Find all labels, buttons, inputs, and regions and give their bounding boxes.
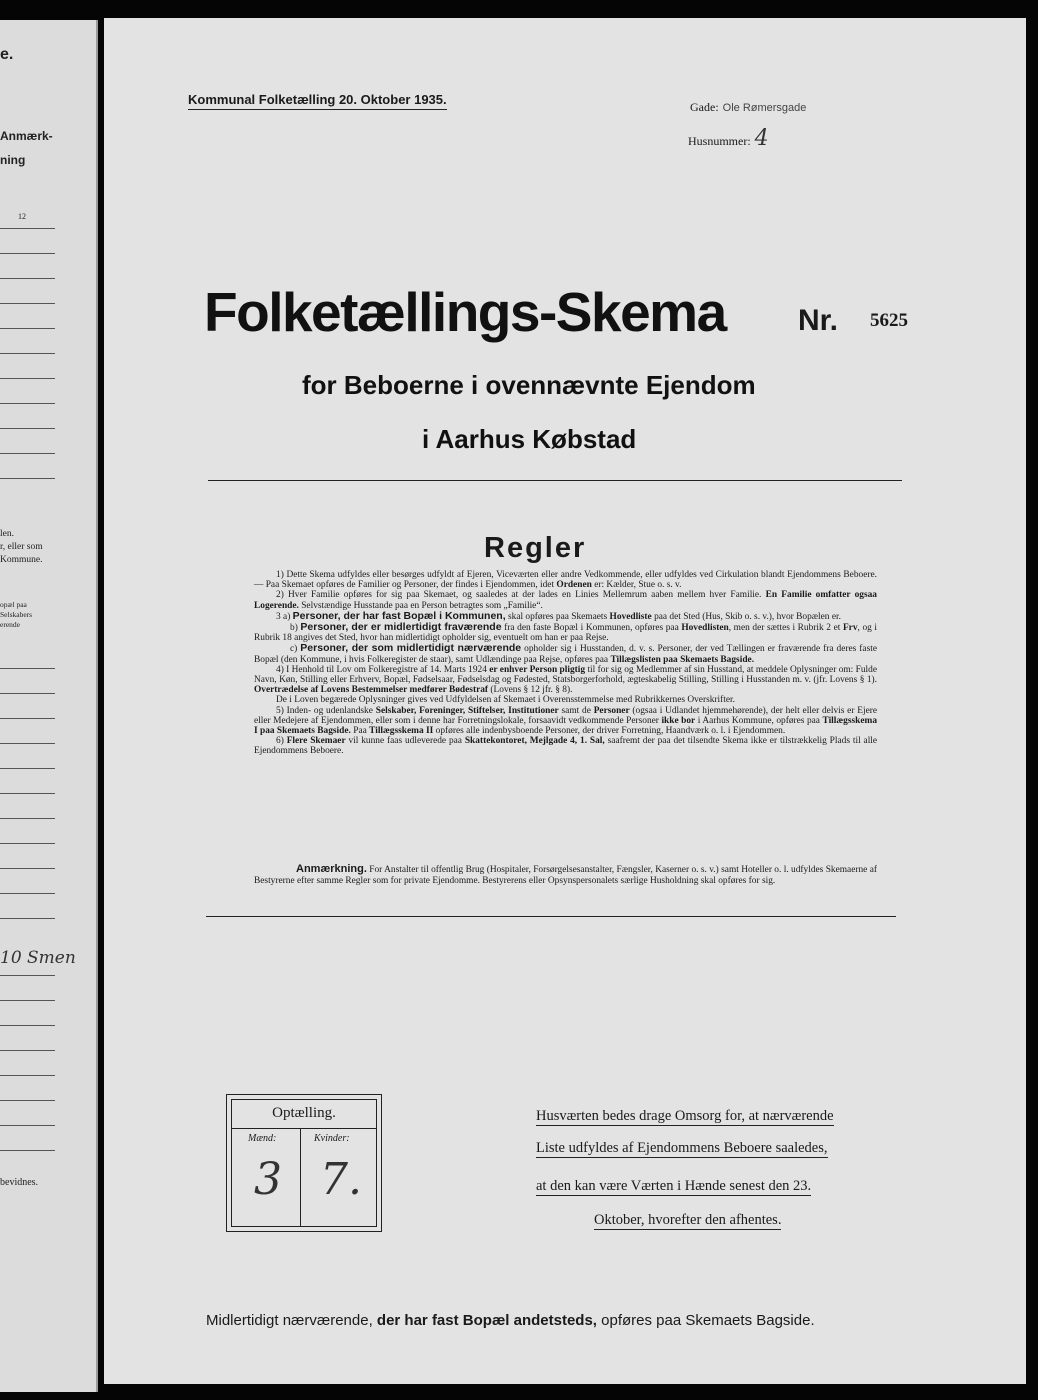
notice-line-2: Liste udfyldes af Ejendommens Beboere saaledes, [536,1140,828,1156]
street-label: Gade: [690,100,719,114]
rule-3c: c) Personer, der som midlertidigt nærværende opholder sig i Husstanden, d. v. s. Personer, der ved Tællingen er fraværende fra deres faste Bopæl (den Kommune, i hvis Folkeregister de staar), samt Udlændinge paa Rejse, opføres paa Tillægslisten paa Skemaets Bagside. [254,642,878,665]
house-number-label: Husnummer: [688,134,751,148]
rule-3b: b) Personer, der er midlertidigt fraværende fra den faste Bopæl i Kommunen, opføres paa Hovedlisten, men der sættes i Rubrik 2 et Frv, og i Rubrik 18 angives det Sted, hvor han midlertidigt opholder sig, eventuelt om han er paa Rejse. [254,621,878,644]
left-rule [0,868,55,869]
count-title: Optælling. [272,1105,336,1121]
form-location: i Aarhus Købstad [422,424,637,454]
rule-5: 5) Inden- og udenlandske Selskaber, Foreninger, Stiftelser, Institutioner samt de Personer (ogsaa i Udlandet hjemmehørende), der helt eller delvis er Ejere eller Medejere af Ejendommen, eller som i denne har Forretningslokale, forsaavidt vedkommende Personer ikke bor i Aarhus Kommune, opføres paa Tillægsskema I paa Skemaets Bagside. Paa Tillægsskema II opføres alle indenbysboende Personer, der driver Forretning, Haandværk o. l. i Ejendommen. [254,705,878,737]
count-box-inner [231,1099,377,1227]
left-handwritten-entry: 10 Smen [0,948,76,968]
left-rule [0,668,55,669]
left-rule [0,818,55,819]
left-rule [0,1025,55,1026]
left-rule [0,303,55,304]
men-count: 3 [254,1154,282,1205]
left-note-2: opæl paa Selskabers erende [0,600,33,629]
left-rule [0,1075,55,1076]
form-title: Folketællings-Skema [204,281,726,343]
left-rule [0,718,55,719]
left-bottom-note: bevidnes. [0,1177,39,1188]
women-label: Kvinder: [314,1133,350,1144]
left-rule [0,278,55,279]
women-count: 7. [320,1154,362,1205]
left-rule [0,743,55,744]
rule-4: 4) I Henhold til Lov om Folkeregistre af 14. Marts 1924 er enhver Person pligtig til for sig og Medlemmer af sin Husstand, at meddele Oplysninger om: Fulde Navn, Køn, Stilling eller Erhverv, Bopæl, Fødselsaar, Fødselsdag og Fødested, Statsborgerforhold, ægteskabelig Stilling, Stilling i Husstanden m. v. (jfr. Lovens § 1). Overtrædelse af Lovens Bestemmelser medfører Bødestraf (Lovens § 12 jfr. § 8). [254,664,878,696]
left-rule [0,843,55,844]
left-rule [0,328,55,329]
census-header: Kommunal Folketælling 20. Oktober 1935. [188,92,447,110]
left-rule [0,893,55,894]
left-rule [0,1125,55,1126]
left-rule [0,428,55,429]
census-form [104,18,1026,1384]
divider-line [206,916,896,917]
men-label: Mænd: [248,1133,277,1144]
rule-2: 2) Hver Familie opføres for sig paa Skemaet, og saaledes at der lades en Linies Mellemrum aaben mellem hver Familie. En Familie omfatter ogsaa Logerende. Selvstændige Husstande paa en Person betragtes som „Familie“. [254,590,877,611]
notice-line-3: at den kan være Værten i Hænde senest den 23. [536,1178,812,1194]
notice-line-1: Husværten bedes drage Omsorg for, at nærværende [536,1108,834,1124]
left-rule [0,353,55,354]
house-number-value: 4 [754,126,769,151]
left-rule [0,1100,55,1101]
house-number-field [688,126,769,151]
divider-line [208,480,902,481]
left-rule [0,768,55,769]
left-column-number: 12 [18,212,26,221]
form-number-label: Nr. [798,304,839,337]
remark-text [254,864,877,887]
remark-label: Anmærkning. [296,863,367,875]
left-facing-page [0,20,98,1392]
left-rule [0,693,55,694]
left-top-mark: e. [0,46,14,63]
left-rule [0,918,55,919]
left-note-1: len. r, eller som Kommune. [0,529,43,565]
left-rule [0,478,55,479]
rule-1: 1) Dette Skema udfyldes eller besørges udfyldt af Ejeren, Viceværten eller andre Vedkommende, eller udfyldes ved Cirkulation blandt Ejendommens Beboere. — Paa Skemaet opføres de Familier og Personer, der findes i Ejendommen, idet Ordenen er: Kælder, Stue o. s. v. [254,570,877,591]
notice-line-4: Oktober, hvorefter den afhentes. [594,1212,782,1228]
rules-text [254,570,877,757]
rule-4-continued: De i Loven begærede Oplysninger gives ved Udfyldelsen af Skemaet i Overensstemmelse med Rubrikkernes Overskrifter. [276,695,735,706]
count-divider [300,1128,301,1226]
count-box [226,1094,382,1232]
form-subtitle: for Beboerne i ovennævnte Ejendom [302,370,756,400]
left-rule [0,228,55,229]
left-rule [0,1050,55,1051]
left-rule [0,975,55,976]
left-column-heading: Anmærk- ning [0,129,53,167]
left-rule [0,1000,55,1001]
street-field [690,98,806,116]
left-rule [0,793,55,794]
count-divider [232,1128,376,1129]
left-rule [0,253,55,254]
rules-heading: Regler [484,532,587,564]
remark-body: For Anstalter til offentlig Brug (Hospitaler, Forsørgelsesanstalter, Fængsler, Kaserner o. s. v.) samt Hoteller o. l. udfyldes Skemaerne af Bestyrerne efter samme Regler som for private Ejendomme. Bestyrerens eller Opsynspersonalets særlige Husholdning skal opføres for sig. [254,865,877,886]
street-value: Ole Rømersgade [722,102,807,114]
left-rule [0,1150,55,1151]
left-rule [0,403,55,404]
rule-3a: 3 a) Personer, der har fast Bopæl i Kommunen, skal opføres paa Skemaets Hovedliste paa det Sted (Hus, Skib o. s. v.), hvor Bopælen er. [276,609,841,622]
footer-note: Midlertidigt nærværende, der har fast Bopæl andetsteds, opføres paa Skemaets Bagside. [206,1312,815,1329]
form-number-value: 5625 [870,310,908,331]
left-rule [0,453,55,454]
rule-6: 6) Flere Skemaer vil kunne faas udleverede paa Skattekontoret, Mejlgade 4, 1. Sal, saafremt der paa det tilsendte Skema ikke er tilstrækkelig Plads til alle Ejendommens Beboere. [254,736,878,757]
left-rule [0,378,55,379]
